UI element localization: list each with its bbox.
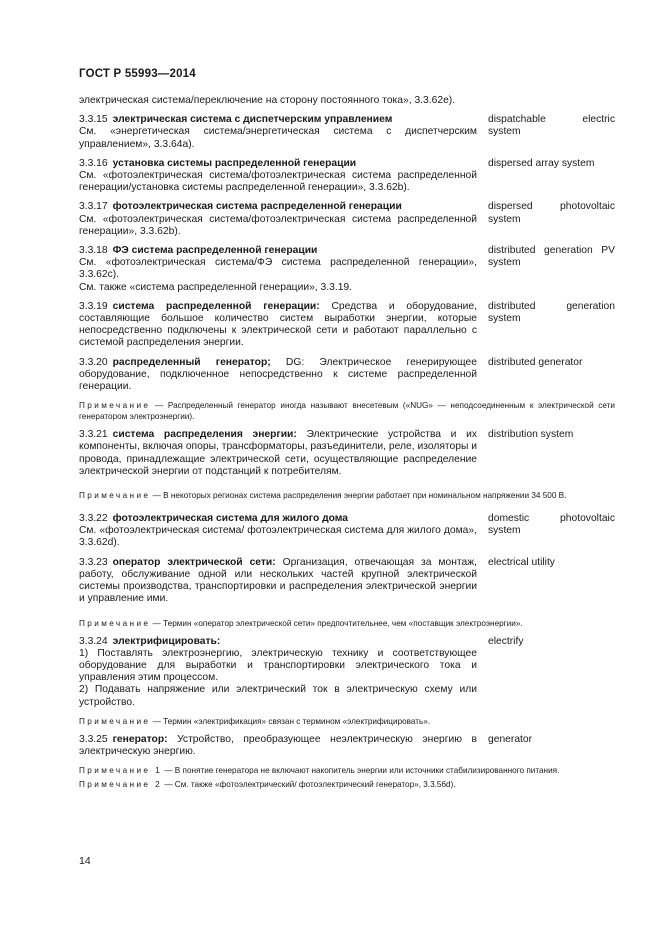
term-number: 3.3.22 [79,513,108,525]
term-sense-2: 2) Подавать напряжение или электрический ток в электрическую схему или устройство. [79,684,477,708]
note-3-3-20 [79,400,615,422]
note-text: — Распределенный генератор иногда называют внесетевым («NUG» — неподсоединенным к электрической сети генератором электроэнергии). [79,401,615,422]
term-title: электрическая система с диспетчерским управлением [112,114,393,126]
term-number: 3.3.24 [79,635,108,647]
note-label: Примечание [79,491,151,501]
english-equivalent: distributed generation PV system [488,245,615,269]
note-3-3-24 [79,716,615,727]
term-number: 3.3.15 [79,114,108,126]
term-reference: См. «фотоэлектрическая система/фотоэлектрическая система распределенной генерации/установка системы распределенной генерации», 3.3.62b). [79,170,477,194]
note-3-3-25-1 [79,765,615,776]
term-entry-3-3-23 [79,557,615,606]
term-entry-3-3-21 [79,429,615,478]
note-text: — В понятие генератора не включают накопитель энергии или источники стабилизированного питания. [164,766,560,776]
term-number: 3.3.16 [79,157,108,169]
term-entry-3-3-18 [79,245,615,294]
note-text: — В некоторых регионах система распределения энергии работает при номинальном напряжении 34 500 В. [152,491,567,501]
english-equivalent: domestic photovoltaic system [488,513,615,537]
english-equivalent: dispersed photovoltaic system [488,201,615,225]
note-3-3-21 [79,490,615,501]
term-entry-3-3-25 [79,734,615,758]
term-entry-3-3-17 [79,201,615,238]
english-equivalent: dispatchable electric system [488,114,615,138]
page-number: 14 [79,855,91,867]
term-definition: Организация, отвечающая за монтаж, работу, обслуживание одной или нескольких частей крупной электрической системы производства, транспортировки и распределения электрической энергии и управление ими. [79,556,478,605]
term-title: фотоэлектрическая система для жилого дома [112,513,348,525]
term-number: 3.3.25 [79,733,108,745]
page-content [79,95,615,790]
term-sense-1: 1) Поставлять электроэнергию, электрическую технику и соответствующее оборудование для выработки и транспортировки электрического тока и управления этим процессом. [79,647,477,684]
term-entry-3-3-22 [79,513,615,550]
term-entry-3-3-19 [79,301,615,350]
english-equivalent: distributed generation system [488,300,615,325]
term-entry-3-3-24 [79,636,615,709]
term-number: 3.3.18 [79,245,108,257]
note-label: Примечание [79,401,151,411]
english-equivalent: dispersed array system [488,157,595,169]
note-label: Примечание 2 [79,780,163,790]
page-header-title: ГОСТ Р 55993—2014 [79,68,196,80]
term-number: 3.3.21 [79,429,108,441]
term-definition: DG: Электрическое генерирующее оборудование, подключенное непосредственно к системе распределенной генерации. [79,356,477,393]
term-reference: См. «фотоэлектрическая система/ фотоэлектрическая система для жилого дома», 3.3.62d). [79,525,477,549]
term-title: распределенный генератор; [112,356,271,368]
term-entry-3-3-15 [79,114,615,151]
note-text: — См. также «фотоэлектрический/ фотоэлектрический генератор», 3.3.56d). [164,780,456,790]
term-title: фотоэлектрическая система распределенной генерации [112,201,402,213]
term-title: оператор электрической сети: [112,556,276,568]
term-number: 3.3.23 [79,556,108,568]
term-definition: Устройство, преобразующее неэлектрическую энергию в электрическую энергию. [79,733,477,757]
term-title: система распределенной генерации: [112,300,320,312]
english-equivalent: electrical utility [488,556,555,568]
english-equivalent: distribution system [488,429,574,441]
note-3-3-25-2 [79,779,615,790]
term-reference: См. «энергетическая система/энергетическая система с диспетчерским управлением», 3.3.64a). [79,126,477,150]
term-reference: См. «фотоэлектрическая система/ФЭ система распределенной генерации», 3.3.62c). [79,257,477,281]
note-label: Примечание 1 [79,766,163,776]
term-title: генератор: [112,733,168,745]
term-number: 3.3.17 [79,201,108,213]
term-entry-3-3-20 [79,357,615,394]
note-3-3-23 [79,618,615,629]
note-label: Примечание [79,716,151,726]
term-title: установка системы распределенной генерации [112,157,357,169]
term-number: 3.3.19 [79,300,108,312]
term-number: 3.3.20 [79,356,108,368]
term-entry-3-3-16 [79,158,615,195]
english-equivalent: generator [488,733,533,745]
term-definition: Средства и оборудование, составляющие большое количество систем выработки энергии, которые непосредственно подключены к электрической сети и работают параллельно с системой распределения энергии. [79,300,477,349]
note-text: — Термин «оператор электрической сети» предпочтительнее, чем «поставщик электроэнергии». [152,618,523,628]
term-reference: См. также «система распределенной генерации», 3.3.19. [79,281,353,293]
term-reference: См. «фотоэлектрическая система/фотоэлектрическая система распределенной генерации», 3.3.62b). [79,213,477,237]
continuation-text: электрическая система/переключение на сторону постоянного тока», 3.3.62e). [79,95,456,106]
note-text: — Термин «электрификация» связан с термином «электрифицировать». [152,716,431,726]
term-definition: Электрические устройства и их компоненты, включая опоры, трансформаторы, разъединители, реле, изоляторы и провода, принадлежащие электрической сети, осуществляющие распределение электрической энергии от подстанций к потребителям. [79,429,477,477]
term-title: система распределения энергии: [112,429,297,441]
english-equivalent: electrify [488,635,524,647]
term-title: электрифицировать: [112,635,221,647]
english-equivalent: distributed generator [488,356,583,368]
note-label: Примечание [79,618,151,628]
term-title: ФЭ система распределенной генерации [112,245,318,257]
